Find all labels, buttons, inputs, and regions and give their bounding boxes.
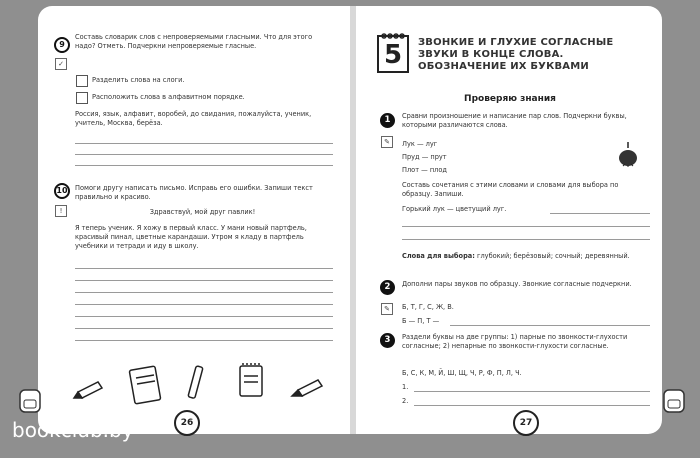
answer-line-2[interactable] xyxy=(414,405,650,406)
task-1-text: Сравни произношение и написание пар слов. Подчеркни буквы, которыми различаются слова. xyxy=(402,112,627,129)
writing-line[interactable] xyxy=(75,280,333,281)
writing-line[interactable] xyxy=(402,226,650,227)
option-label-2: Расположить слова в алфавитном порядке. xyxy=(92,93,245,101)
pencil-icon: ✎ xyxy=(381,136,393,148)
answer-line-2-label: 2. xyxy=(402,397,409,405)
writing-line[interactable] xyxy=(450,325,650,326)
task-9-words: Россия, язык, алфавит, воробей, до свидания, пожалуйста, ученик, учитель, Москва, берёза. xyxy=(75,110,312,127)
writing-line[interactable] xyxy=(75,143,333,144)
school-supplies-illustration xyxy=(70,362,340,406)
pencil-icon: ✎ xyxy=(381,303,393,315)
task-1-instruction: Составь сочетания с этими словами и словами для выбора по образцу. Запиши. xyxy=(402,181,619,198)
backpack-icon xyxy=(14,384,46,416)
letter-text: Я теперь ученик. Я хожу в первый класс. У мани новый партфель, красивый пинал, цветные карандаши. Утром я кладу в партфель учебники и тетради и иду в школу. xyxy=(75,224,307,250)
answer-line-1-label: 1. xyxy=(402,383,409,391)
choice-list: глубокий; берёзовый; сочный; деревянный. xyxy=(477,252,630,260)
task-2-letters: Б, Т, Г, С, Ж, В. xyxy=(402,303,454,311)
writing-line[interactable] xyxy=(75,154,333,155)
exclamation-icon: ! xyxy=(55,205,67,217)
writing-line[interactable] xyxy=(75,292,333,293)
writing-line[interactable] xyxy=(75,316,333,317)
task-1-example: Горький лук — цветущий луг. xyxy=(402,205,507,213)
word-pair-1: Лук — луг xyxy=(402,140,438,148)
word-pair-2: Пруд — прут xyxy=(402,153,447,161)
writing-line[interactable] xyxy=(75,165,333,166)
task-2-text: Дополни пары звуков по образцу. Звонкие согласные подчеркни. xyxy=(402,280,632,288)
option-checkbox-2[interactable] xyxy=(76,92,88,104)
writing-line[interactable] xyxy=(402,239,650,240)
writing-line[interactable] xyxy=(75,328,333,329)
backpack-icon xyxy=(658,384,690,416)
choice-label: Слова для выбора: xyxy=(402,252,475,260)
crayon-icon xyxy=(292,380,322,396)
task-9-text: Составь словарик слов с непроверяемыми гласными. Что для этого надо? Отметь. Подчеркни непроверяемые гласные. xyxy=(75,33,313,50)
pencil-icon: ✓ xyxy=(55,58,67,70)
writing-line[interactable] xyxy=(75,304,333,305)
writing-line[interactable] xyxy=(75,268,333,269)
option-checkbox-1[interactable] xyxy=(76,75,88,87)
spiral-notepad-icon xyxy=(240,364,262,396)
pencil-icon xyxy=(74,382,102,398)
task-3-text: Раздели буквы на две группы: 1) парные по звонкости-глухости согласные; 2) непарные по звонкости-глухости согласные. xyxy=(402,333,628,350)
answer-line-1[interactable] xyxy=(414,391,650,392)
task-3-number: 3 xyxy=(380,333,395,348)
chapter-number: 5 xyxy=(383,40,403,70)
option-label-1: Разделить слова на слоги. xyxy=(92,76,185,84)
onion-icon xyxy=(616,140,640,168)
page-number-right: 27 xyxy=(513,410,539,436)
choice-words xyxy=(402,252,650,261)
task-1-number: 1 xyxy=(380,113,395,128)
section-title: Проверяю знания xyxy=(464,94,556,104)
notebook-icon xyxy=(129,366,161,404)
word-pair-3: Плот — плод xyxy=(402,166,447,174)
watermark-text: bookclub.by xyxy=(12,418,134,442)
pen-icon xyxy=(188,366,203,399)
task-9-number: 9 xyxy=(54,37,70,53)
task-10-text: Помоги другу написать письмо. Исправь его ошибки. Запиши текст правильно и красиво. xyxy=(75,184,313,201)
page-number-left: 26 xyxy=(174,410,200,436)
writing-line[interactable] xyxy=(75,340,333,341)
chapter-title: ЗВОНКИЕ И ГЛУХИЕ СОГЛАСНЫЕ ЗВУКИ В КОНЦЕ СЛОВА. ОБОЗНАЧЕНИЕ ИХ БУКВАМИ xyxy=(418,37,614,72)
task-2-number: 2 xyxy=(380,280,395,295)
writing-line[interactable] xyxy=(550,213,650,214)
task-10-number: 10 xyxy=(54,183,70,199)
task-2-example: Б — П, Т — xyxy=(402,317,440,325)
letter-greeting: Здравствуй, мой друг павлик! xyxy=(149,208,256,216)
task-3-letters: Б, С, К, М, Й, Ш, Щ, Ч, Р, Ф, П, Л, Ч. xyxy=(402,369,522,377)
